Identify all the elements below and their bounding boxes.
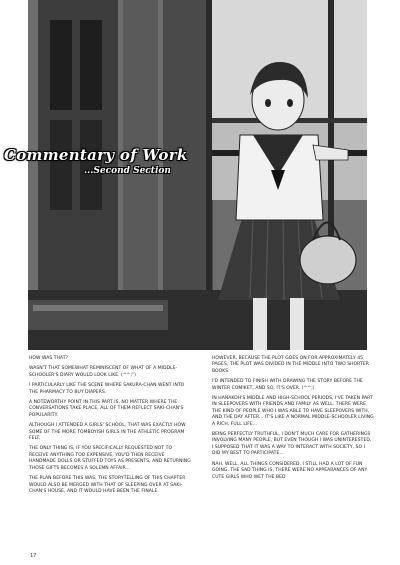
paragraph: THE PLAN BEFORE THIS WAS, THE STORYTELLING OF THIS CHAPTER WOULD ALSO BE MERGED WITH THAT OF SLEEPING OVER AT SAKI-CHAN'S HOUSE, AND IT WOULD HAVE BEEN THE FINALE.: [29, 476, 186, 494]
commentary-text: [29, 356, 374, 546]
paragraph: I PARTICULARLY LIKE THE SCENE WHERE SAKURA-CHAN WENT INTO THE PHARMACY TO BUY DIAPERS.: [29, 383, 185, 395]
commentary-subtitle: ...Second Section: [84, 166, 171, 176]
paragraph: THE ONLY THING IS, IF YOU SPECIFICALLY REQUESTED NOT TO RECEIVE ANYTHING TOO EXPENSIVE, YOU'D THEN RECEIVE HANDMADE DOLLS OR STUFFED TOYS AS PRESENTS, AND RETURNING THOSE GIFTS BECOMES A SOLEMN AFFAIR...: [29, 446, 191, 471]
paragraph: IN HANAKOH'S MIDDLE AND HIGH-SCHOOL PERIODS, I'VE TAKEN PART IN SLEEPOVERS WITH FRIENDS AND FAMILY AS WELL. THERE WERE THE KIND OF PEOPLE WHO I WAS ABLE TO HAVE SLEEPOVERS WITH, AND THE DAY AFTER... IT'S LIKE A NORMAL MIDDLE-SCHOOLER LIVING A RICH, FULL LIFE...: [212, 396, 374, 427]
paragraph: HOW WAS THAT?: [29, 356, 69, 361]
paragraph: NAH, WELL, ALL THINGS CONSIDERED, I STILL HAD A LOT OF FUN GOING. THE SAD THING IS, THERE WERE NO APPEARANCES OF ANY CUTE GIRLS WHO WET THE BED: [212, 461, 368, 480]
paragraph: BEING PERFECTLY TRUTHFUL, I DON'T MUCH CARE FOR GATHERINGS INVOLVING MANY PEOPLE, BUT EVEN THOUGH I WAS UNINTERESTED, I SUPPOSED THAT IT WAS A WAY TO INTERACT WITH SOCIETY, SO I DID MY BEST TO PARTICIPATE...: [212, 432, 372, 457]
left-column: [29, 356, 191, 546]
paragraph: I'D INTENDED TO FINISH WITH DRAWING THE STORY BEFORE THE WINTER COMIKET, AND SO, IT'S OVER. (^^;): [212, 379, 363, 391]
paragraph: HOWEVER, BECAUSE THE PLOT GOES ON FOR APPROXIMATELY 45 PAGES, THE PLOT WAS DIVIDED IN THE MIDDLE INTO TWO SHORTER BOOKS.: [212, 356, 369, 374]
page-number: 17: [30, 553, 37, 559]
paragraph: WASN'T THAT SOMEWHAT REMINISCENT OF WHAT OF A MIDDLE-SCHOOLER'S DIARY WOULD LOOK LIKE. (^^;"): [29, 366, 178, 378]
paragraph: A NOTEWORTHY POINT IN THIS PART IS, NO MATTER WHERE THE CONVERSATIONS TAKE PLACE, ALL OF THEM REFLECT SAKI-CHAN'S POPULARITY.: [29, 400, 184, 418]
paragraph: ALTHOUGH I ATTENDED A GIRLS' SCHOOL, THAT WAS EXACTLY HOW SOME OF THE MORE TOMBOYISH GIRLS IN THE ATHLETIC PROGRAM FELT.: [29, 423, 186, 442]
right-column: [212, 356, 374, 546]
commentary-title: Commentary of Work: [4, 146, 188, 164]
